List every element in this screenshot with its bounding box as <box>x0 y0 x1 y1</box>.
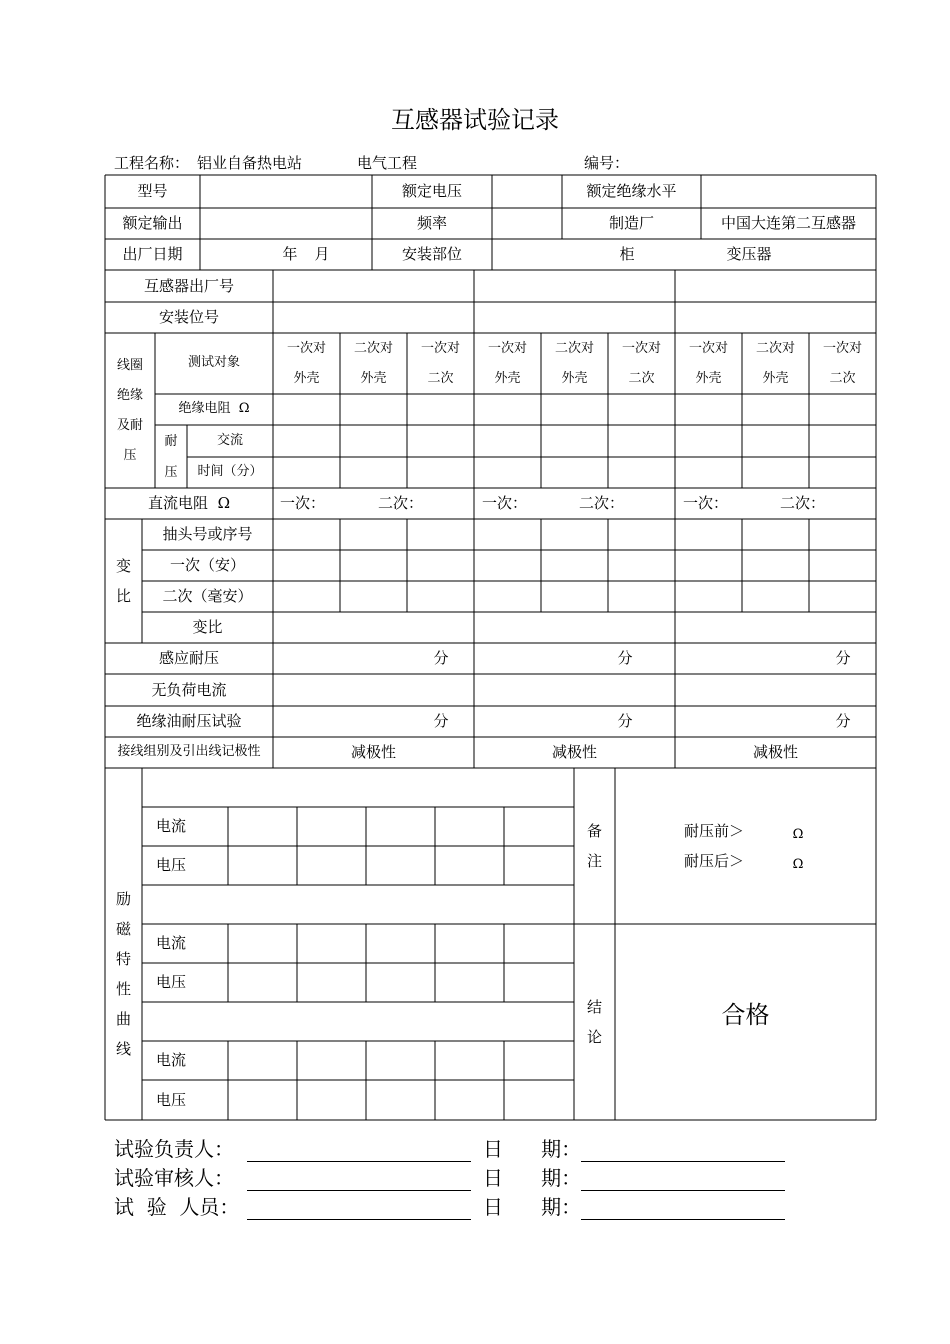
transformer-label: 变压器 <box>726 245 772 264</box>
signature-role: 试验负责人： <box>114 1137 234 1161</box>
remarks-label: 备注 <box>586 822 602 870</box>
withstand-label: 耐压 <box>164 433 178 480</box>
minutes-unit: 分 <box>433 712 449 731</box>
number-label: 编号： <box>584 154 630 172</box>
date-line[interactable] <box>581 1219 785 1220</box>
rated-insulation-label: 额定绝缘水平 <box>586 182 677 201</box>
signature-line[interactable] <box>247 1190 471 1191</box>
minutes-unit: 分 <box>617 712 633 731</box>
year-label: 年 <box>282 245 298 264</box>
cabinet-label: 柜 <box>619 245 635 264</box>
ohm-symbol: Ω <box>792 856 804 872</box>
minutes-unit: 分 <box>433 649 449 668</box>
install-position-label: 安装位号 <box>158 308 219 327</box>
test-object-header: 二次对外壳 <box>755 340 795 386</box>
signature-line[interactable] <box>247 1219 471 1220</box>
induced-withstand-label: 感应耐压 <box>158 649 219 668</box>
current-label: 电流 <box>156 934 187 953</box>
date-line[interactable] <box>581 1161 785 1162</box>
dc-secondary-label: 二次： <box>378 494 424 513</box>
ohm-symbol: Ω <box>792 826 804 842</box>
model-label: 型号 <box>137 182 168 201</box>
frequency-label: 频率 <box>416 214 447 233</box>
polarity-label: 接线组别及引出线记极性 <box>117 744 261 760</box>
minutes-unit: 分 <box>835 712 851 731</box>
test-object-header: 一次对二次 <box>420 340 460 386</box>
project-name: 铝业自备热电站 <box>197 154 303 172</box>
time-minutes-label: 时间（分） <box>197 464 263 480</box>
ratio-label: 变比 <box>192 618 223 637</box>
manufacturer-value: 中国大连第二互感器 <box>720 214 856 233</box>
dc-resistance-label: 直流电阻 Ω <box>148 494 230 513</box>
tap-number-label: 抽头号或序号 <box>162 525 253 544</box>
ratio-group-label: 变比 <box>115 557 131 605</box>
polarity-value: 减极性 <box>350 743 396 762</box>
test-object-header: 一次对外壳 <box>688 340 728 386</box>
rated-voltage-label: 额定电压 <box>401 182 462 201</box>
signature-role: 试验审核人： <box>114 1166 234 1190</box>
install-location-label: 安装部位 <box>401 245 462 264</box>
oil-test-label: 绝缘油耐压试验 <box>136 712 242 731</box>
test-object-label: 测试对象 <box>187 355 240 371</box>
voltage-label: 电压 <box>156 856 187 875</box>
signature-date-label: 日 期： <box>483 1195 582 1219</box>
excitation-group-label: 励磁特性曲线 <box>115 890 131 1058</box>
dc-primary-label: 一次： <box>280 494 326 513</box>
test-object-header: 一次对二次 <box>621 340 661 386</box>
insulation-resistance-label: 绝缘电阻 Ω <box>178 401 250 417</box>
current-label: 电流 <box>156 817 187 836</box>
polarity-value: 减极性 <box>551 743 597 762</box>
polarity-value: 减极性 <box>752 743 798 762</box>
primary-current-label: 一次（安） <box>169 556 245 575</box>
secondary-current-label: 二次（毫安） <box>162 587 253 606</box>
test-object-header: 二次对外壳 <box>554 340 594 386</box>
dc-primary-label: 一次： <box>482 494 528 513</box>
conclusion-value: 合格 <box>721 1001 770 1029</box>
month-label: 月 <box>314 245 330 264</box>
date-line[interactable] <box>581 1190 785 1191</box>
test-object-header: 一次对二次 <box>822 340 862 386</box>
test-object-header: 一次对外壳 <box>487 340 527 386</box>
insulation-group-label: 线圈绝缘及耐压 <box>116 357 143 463</box>
conclusion-label: 结论 <box>586 998 602 1046</box>
manufacture-date-label: 出厂日期 <box>122 245 183 264</box>
serial-number-label: 互感器出厂号 <box>143 276 234 295</box>
test-object-header: 二次对外壳 <box>353 340 393 386</box>
signature-date-label: 日 期： <box>483 1166 582 1190</box>
withstand-before-label: 耐压前＞ <box>684 821 745 840</box>
signature-line[interactable] <box>247 1161 471 1162</box>
minutes-unit: 分 <box>835 649 851 668</box>
dc-secondary-label: 二次： <box>579 494 625 513</box>
withstand-after-label: 耐压后＞ <box>684 851 745 870</box>
voltage-label: 电压 <box>156 1090 187 1109</box>
current-label: 电流 <box>156 1051 187 1070</box>
minutes-unit: 分 <box>617 649 633 668</box>
rated-output-label: 额定输出 <box>122 214 183 233</box>
signature-date-label: 日 期： <box>483 1137 582 1161</box>
ohm-symbol: Ω <box>238 401 250 417</box>
manufacturer-label: 制造厂 <box>608 214 654 233</box>
ac-label: 交流 <box>216 432 243 448</box>
dc-secondary-label: 二次： <box>780 494 826 513</box>
ohm-symbol: Ω <box>217 494 230 513</box>
page-title: 互感器试验记录 <box>391 106 559 134</box>
signature-role: 试 验 人员： <box>114 1195 240 1219</box>
no-load-current-label: 无负荷电流 <box>151 680 227 699</box>
dc-primary-label: 一次： <box>683 494 729 513</box>
subproject-name: 电气工程 <box>357 154 418 172</box>
project-label: 工程名称： <box>114 154 190 172</box>
test-object-header: 一次对外壳 <box>286 340 326 386</box>
voltage-label: 电压 <box>156 973 187 992</box>
